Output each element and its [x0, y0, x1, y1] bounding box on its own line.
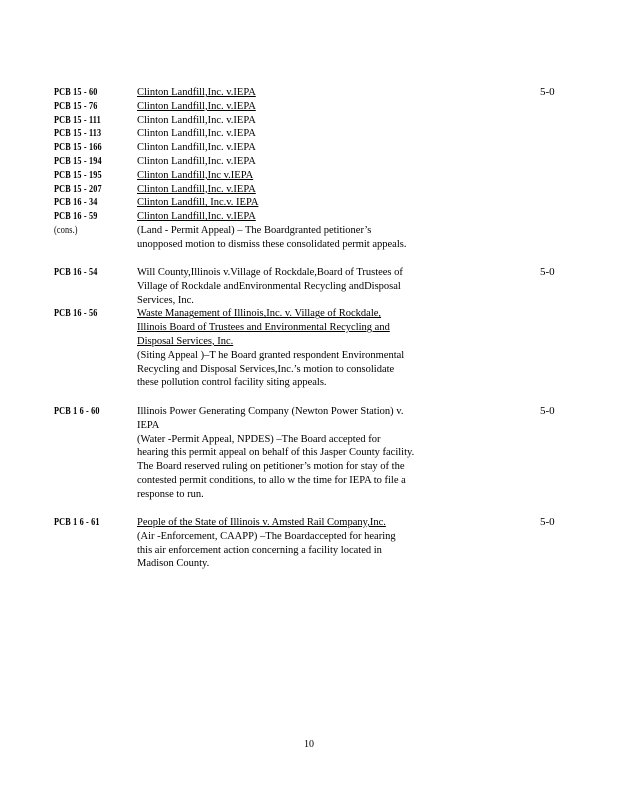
entry-summary: (Air -Enforcement, CAAPP) –The Boardaccepted for hearing — [137, 530, 396, 542]
entry-summary: (Water -Permit Appeal, NPDES) –The Board accepted for — [137, 433, 381, 445]
case-numbers — [54, 405, 134, 419]
case-number: PCB 15 - 194 — [54, 155, 102, 167]
case-caption: Clinton Landfill,Inc. v.IEPA — [137, 183, 256, 195]
case-number: PCB 15 - 111 — [54, 114, 101, 126]
case-numbers — [54, 266, 134, 321]
vote-tally: 5-0 — [540, 86, 555, 98]
case-caption: Illinois Power Generating Company (Newton Power Station) v. — [137, 406, 404, 417]
entry-summary: these pollution control facility siting appeals. — [137, 377, 327, 389]
case-number: PCB 15 - 195 — [54, 169, 102, 181]
entry-summary: (Land - Permit Appeal) – The Boardgranted petitioner’s — [137, 224, 372, 236]
case-caption: People of the State of Illinois v. Amsted Rail Company,Inc. — [137, 517, 386, 528]
case-number: (cons.) — [54, 224, 78, 236]
case-caption: Waste Management of Illinois,Inc. v. Village of Rockdale, — [137, 308, 382, 320]
entry-text — [137, 86, 447, 252]
case-caption: Clinton Landfill,Inc. v.IEPA — [137, 155, 256, 167]
entry-summary: contested permit conditions, to allo w the time for IEPA to file a — [137, 474, 406, 486]
case-number-spacer — [54, 280, 120, 294]
case-number: PCB 15 - 207 — [54, 183, 102, 195]
case-number: PCB 15 - 76 — [54, 100, 98, 112]
case-caption: Services, Inc. — [137, 294, 194, 306]
case-caption: Will County,Illinois v.Village of Rockdale,Board of Trustees of — [137, 267, 403, 278]
case-numbers — [54, 86, 134, 238]
case-caption: Clinton Landfill,Inc. v.IEPA — [137, 128, 256, 140]
case-number-spacer — [54, 294, 120, 308]
case-caption: Clinton Landfill,Inc. v.IEPA — [137, 100, 256, 112]
case-number: PCB 15 - 113 — [54, 128, 102, 140]
case-numbers — [54, 516, 134, 530]
case-number: PCB 15 - 60 — [54, 87, 98, 98]
case-number: PCB 16 - 56 — [54, 308, 98, 320]
case-caption: Clinton Landfill,Inc. v.IEPA — [137, 87, 256, 98]
entry-text — [137, 266, 447, 390]
entry-summary: this air enforcement action concerning a facility located in — [137, 544, 382, 556]
entry-summary: hearing this permit appeal on behalf of this Jasper County facility. — [137, 447, 415, 459]
entry-summary: Recycling and Disposal Services,Inc.’s motion to consolidate — [137, 363, 395, 375]
case-number: PCB 16 - 59 — [54, 211, 98, 223]
entry-text — [137, 405, 447, 502]
case-caption: Illinois Board of Trustees and Environmental Recycling and — [137, 322, 390, 334]
case-caption: IEPA — [137, 419, 160, 431]
case-caption: Clinton Landfill,Inc. v.IEPA — [137, 142, 256, 154]
entry-summary: Madison County. — [137, 558, 210, 570]
case-number: PCB 16 - 34 — [54, 197, 98, 209]
entry-summary: response to run. — [137, 488, 204, 500]
entry-summary: (Siting Appeal )–T he Board granted respondent Environmental — [137, 349, 405, 361]
case-caption: Clinton Landfill,Inc. v.IEPA — [137, 114, 256, 126]
case-caption: Village of Rockdale andEnvironmental Recycling andDisposal — [137, 280, 401, 292]
case-number: PCB 15 - 166 — [54, 142, 102, 154]
case-number: PCB 1 6 - 61 — [54, 517, 100, 528]
vote-tally: 5-0 — [540, 266, 555, 278]
entry-summary: The Board reserved ruling on petitioner’s motion for stay of the — [137, 461, 405, 473]
vote-tally: 5-0 — [540, 516, 555, 528]
entry-text — [137, 516, 447, 571]
case-caption: Clinton Landfill,Inc. v.IEPA — [137, 211, 256, 223]
page-number: 10 — [304, 739, 314, 750]
vote-tally: 5-0 — [540, 405, 555, 417]
case-caption: Clinton Landfill,Inc v.IEPA — [137, 169, 254, 181]
entry-summary: unopposed motion to dismiss these consolidated permit appeals. — [137, 238, 407, 250]
case-number: PCB 16 - 54 — [54, 267, 98, 278]
case-caption: Clinton Landfill, Inc.v. IEPA — [137, 197, 259, 209]
case-caption: Disposal Services, Inc. — [137, 335, 234, 347]
case-number: PCB 1 6 - 60 — [54, 406, 100, 417]
